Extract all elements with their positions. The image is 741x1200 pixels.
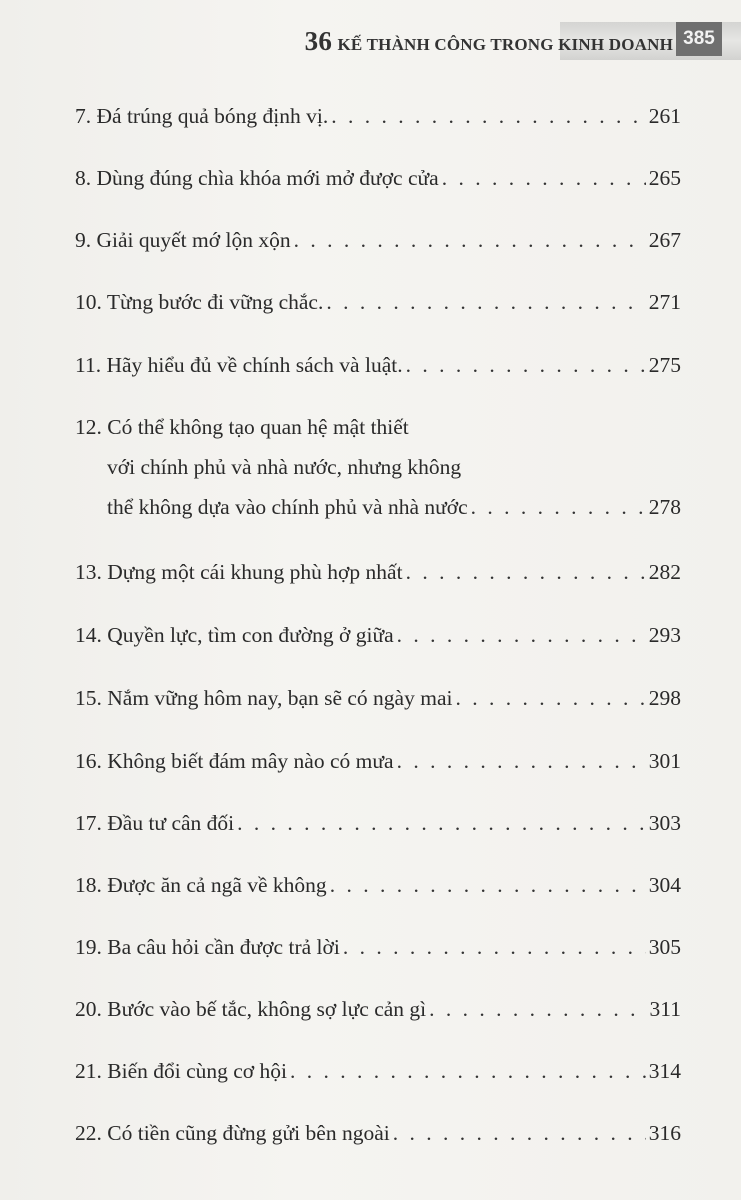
- dot-leader: [406, 552, 646, 592]
- page-number: 385: [676, 22, 722, 56]
- toc-page-number: 305: [648, 935, 681, 959]
- toc-entry: [75, 927, 681, 967]
- toc-entry-line: [75, 741, 681, 781]
- toc-entry-line: [75, 927, 681, 967]
- dot-leader: [471, 487, 646, 527]
- dot-leader: [326, 282, 645, 322]
- dot-leader: [406, 345, 646, 385]
- toc-entry: [75, 345, 681, 385]
- toc-entry-line: [75, 158, 681, 198]
- toc-entry-title: 22. Có tiền cũng đừng gửi bên ngoài: [75, 1121, 390, 1145]
- toc-entry-line: [75, 407, 681, 447]
- toc-entry: [75, 865, 681, 905]
- running-header: [0, 22, 741, 60]
- toc-entry: [75, 552, 681, 592]
- toc-entry-title: 21. Biến đổi cùng cơ hội: [75, 1059, 288, 1083]
- dot-leader: [294, 220, 646, 260]
- toc-entry-line: [75, 345, 681, 385]
- toc-entry: [75, 220, 681, 260]
- toc-entry: [75, 741, 681, 781]
- toc-entry-line: [75, 989, 681, 1029]
- toc-entry-line: [75, 1113, 681, 1153]
- header-title: [305, 26, 673, 57]
- toc-entry-title: 9. Giải quyết mớ lộn xộn: [75, 228, 291, 252]
- toc-entry-title: với chính phủ và nhà nước, nhưng không: [107, 455, 462, 479]
- toc-page-number: 298: [648, 686, 681, 710]
- dot-leader: [330, 865, 646, 905]
- dot-leader: [343, 927, 646, 967]
- toc-entry-line: [75, 803, 681, 843]
- dot-leader: [397, 615, 646, 655]
- dot-leader: [429, 989, 646, 1029]
- toc-entry: [75, 989, 681, 1029]
- toc-entry-line: [75, 96, 681, 136]
- toc-page-number: 316: [648, 1121, 681, 1145]
- toc-entry-title: 16. Không biết đám mây nào có mưa: [75, 749, 394, 773]
- toc-page-number: 267: [648, 228, 681, 252]
- dot-leader: [237, 803, 646, 843]
- toc-page-number: 304: [648, 873, 681, 897]
- dot-leader: [397, 741, 646, 781]
- toc-entry: [75, 407, 681, 527]
- toc-entry-line: [75, 865, 681, 905]
- toc-entry-line: [75, 282, 681, 322]
- toc-entry-title: 10. Từng bước đi vững chắc.: [75, 290, 324, 314]
- toc-entry: [75, 96, 681, 136]
- toc-entry-line: [75, 220, 681, 260]
- toc-entry: [75, 803, 681, 843]
- toc-entry-continuation: [75, 487, 681, 527]
- toc-entry: [75, 158, 681, 198]
- toc-entry: [75, 1051, 681, 1091]
- toc-page-number: 314: [648, 1059, 681, 1083]
- toc-page-number: 301: [648, 749, 681, 773]
- dot-leader: [331, 96, 646, 136]
- toc-entry-title: 19. Ba câu hỏi cần được trả lời: [75, 935, 340, 959]
- header-title-text: KẾ THÀNH CÔNG TRONG KINH DOANH: [337, 35, 673, 54]
- toc-page-number: 275: [648, 353, 681, 377]
- toc-entry: [75, 615, 681, 655]
- toc-page-number: 265: [648, 166, 681, 190]
- toc-entry-continuation: [75, 447, 681, 487]
- toc-page-number: 293: [648, 623, 681, 647]
- toc-entry-title: 20. Bước vào bế tắc, không sợ lực cản gì: [75, 997, 427, 1021]
- toc-page-number: 303: [648, 811, 681, 835]
- toc-page-number: 271: [648, 290, 681, 314]
- toc-entry-title: thể không dựa vào chính phủ và nhà nước: [107, 495, 468, 519]
- toc-entry-title: 7. Đá trúng quả bóng định vị.: [75, 104, 329, 128]
- dot-leader: [393, 1113, 646, 1153]
- dot-leader: [455, 678, 645, 718]
- dot-leader: [290, 1051, 646, 1091]
- toc-entry-title: 15. Nắm vững hôm nay, bạn sẽ có ngày mai: [75, 686, 453, 710]
- toc-entry: [75, 1113, 681, 1153]
- toc-entry-line: [75, 1051, 681, 1091]
- toc-entry-title: 13. Dựng một cái khung phù hợp nhất: [75, 560, 403, 584]
- toc-entry-title: 18. Được ăn cả ngã về không: [75, 873, 327, 897]
- toc-entry-title: 8. Dùng đúng chìa khóa mới mở được cửa: [75, 166, 439, 190]
- toc-entry: [75, 282, 681, 322]
- toc-page-number: 311: [649, 997, 681, 1021]
- toc-entry: [75, 678, 681, 718]
- toc-page-number: 278: [648, 495, 681, 519]
- toc-entry-line: [75, 678, 681, 718]
- dot-leader: [442, 158, 646, 198]
- toc-entry-line: [75, 552, 681, 592]
- toc-entry-line: [75, 615, 681, 655]
- toc-entry-title: 17. Đầu tư cân đối: [75, 811, 235, 835]
- toc-entry-title: 14. Quyền lực, tìm con đường ở giữa: [75, 623, 394, 647]
- toc-page-number: 282: [648, 560, 681, 584]
- toc-entry-title: 11. Hãy hiểu đủ về chính sách và luật.: [75, 353, 403, 377]
- header-number: 36: [304, 26, 333, 56]
- toc-page-number: 261: [648, 104, 681, 128]
- toc-entry-title: 12. Có thể không tạo quan hệ mật thiết: [75, 415, 409, 439]
